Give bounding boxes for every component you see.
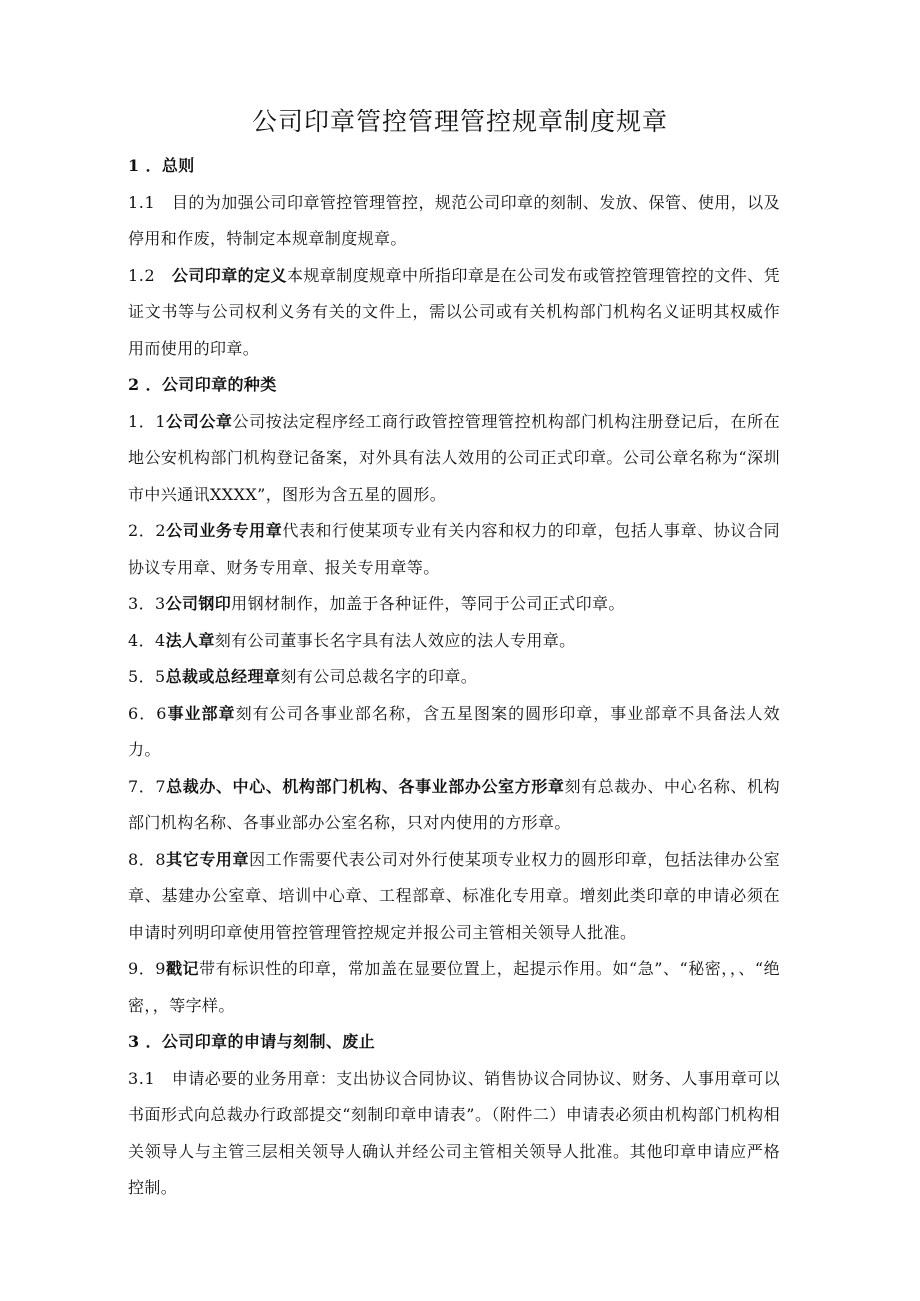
item-number: 5．5 — [128, 667, 166, 686]
paragraph-number: 1.1 — [128, 192, 172, 212]
item-bold-term: 公司钢印 — [165, 594, 232, 613]
section-1-heading: 1 ．总则 — [128, 156, 195, 175]
item-text: 刻有公司总裁名字的印章。 — [280, 667, 478, 686]
item-bold-term: 总裁办、中心、机构部门机构、各事业部办公室方形章 — [165, 776, 565, 796]
item-number: 3．3 — [128, 594, 166, 613]
list-item — [128, 769, 780, 842]
list-item — [128, 696, 780, 769]
item-number: 8．8 — [128, 849, 166, 869]
item-bold-term: 戳记 — [165, 959, 200, 978]
section-2-heading: 2 ．公司印章的种类 — [128, 375, 277, 394]
item-text: 刻有总裁办、中心名称、机构部门机构名称、各事业部办公室名称，只对内使用的方形章。 — [128, 776, 780, 832]
item-text: 刻有公司各事业部名称，含五星图案的圆形印章，事业部章不具备法人效力。 — [128, 703, 780, 759]
paragraph-number: 1.2 — [128, 265, 172, 285]
list-item — [128, 659, 780, 696]
paragraph-text: 本规章制度规章中所指印章是在公司发布或管控管理管控的文件、凭证文书等与公司权利义务有关的文件上，需以公司或有关机构部门机构名义证明其权威作用而使用的印章。 — [128, 265, 780, 358]
item-number: 7．7 — [128, 776, 166, 796]
item-number: 6．6 — [128, 703, 167, 723]
paragraph-number: 3.1 — [128, 1068, 172, 1088]
item-number: 2．2 — [128, 521, 166, 540]
item-bold-term: 事业部章 — [166, 703, 236, 723]
item-number: 1．1 — [128, 411, 166, 431]
item-text: 带有标识性的印章，常加盖在显要位置上，起提示作用。如“急”、“秘密，，、“绝密，，等字样。 — [128, 959, 781, 1015]
list-item — [128, 404, 780, 514]
document-body — [128, 148, 780, 1207]
item-text: 用钢材制作，加盖于各种证件，等同于公司正式印章。 — [231, 594, 625, 613]
paragraph-3-1 — [128, 1061, 780, 1207]
list-item — [128, 586, 780, 623]
paragraph-text: 申请必要的业务用章：支出协议合同协议、销售协议合同协议、财务、人事用章可以书面形式向总裁办行政部提交“刻制印章申请表”。（附件二）申请表必须由机构部门机构相关领导人与主管三层相关领导人确认并经公司主管相关领导人批准。其他印章申请应严格控制。 — [128, 1068, 780, 1197]
paragraph-text: 目的为加强公司印章管控管理管控，规范公司印章的刻制、发放、保管、使用，以及停用和作废，特制定本规章制度规章。 — [128, 192, 780, 248]
paragraph-1-1 — [128, 185, 780, 258]
item-text: 刻有公司董事长名字具有法人效应的法人专用章。 — [214, 630, 576, 650]
item-number: 9．9 — [128, 959, 166, 978]
list-item — [128, 513, 780, 586]
item-bold-term: 公司公章 — [165, 411, 233, 431]
document-title: 公司印章管控管理管控规章制度规章 — [251, 107, 668, 136]
paragraph-bold-term: 公司印章的定义 — [171, 265, 287, 285]
item-bold-term: 其它专用章 — [165, 849, 250, 869]
paragraph-1-2 — [128, 258, 780, 368]
section-3-heading: 3 ．公司印章的申请与刻制、废止 — [128, 1032, 376, 1051]
item-text: 因工作需要代表公司对外行使某项专业权力的圆形印章，包括法律办公室章、基建办公室章、培训中心章、工程部章、标准化专用章。增刻此类印章的申请必须在申请时列明印章使用管控管理管控规定并报公司主管相关领导人批准。 — [128, 849, 780, 942]
item-text: 代表和行使某项专业有关内容和权力的印章，包括人事章、协议合同协议专用章、财务专用章、报关专用章等。 — [128, 521, 780, 577]
list-item — [128, 842, 780, 952]
item-text: 公司按法定程序经工商行政管控管理管控机构部门机构注册登记后，在所在地公安机构部门机构登记备案，对外具有法人效用的公司正式印章。公司公章名称为“深圳市中兴通讯XXXX”，图形为含五星的圆形。 — [128, 411, 780, 504]
item-bold-term: 公司业务专用章 — [165, 521, 283, 540]
list-item — [128, 951, 780, 1024]
item-bold-term: 法人章 — [165, 630, 215, 650]
list-item — [128, 623, 780, 660]
item-number: 4．4 — [128, 630, 166, 650]
item-bold-term: 总裁或总经理章 — [165, 667, 281, 686]
